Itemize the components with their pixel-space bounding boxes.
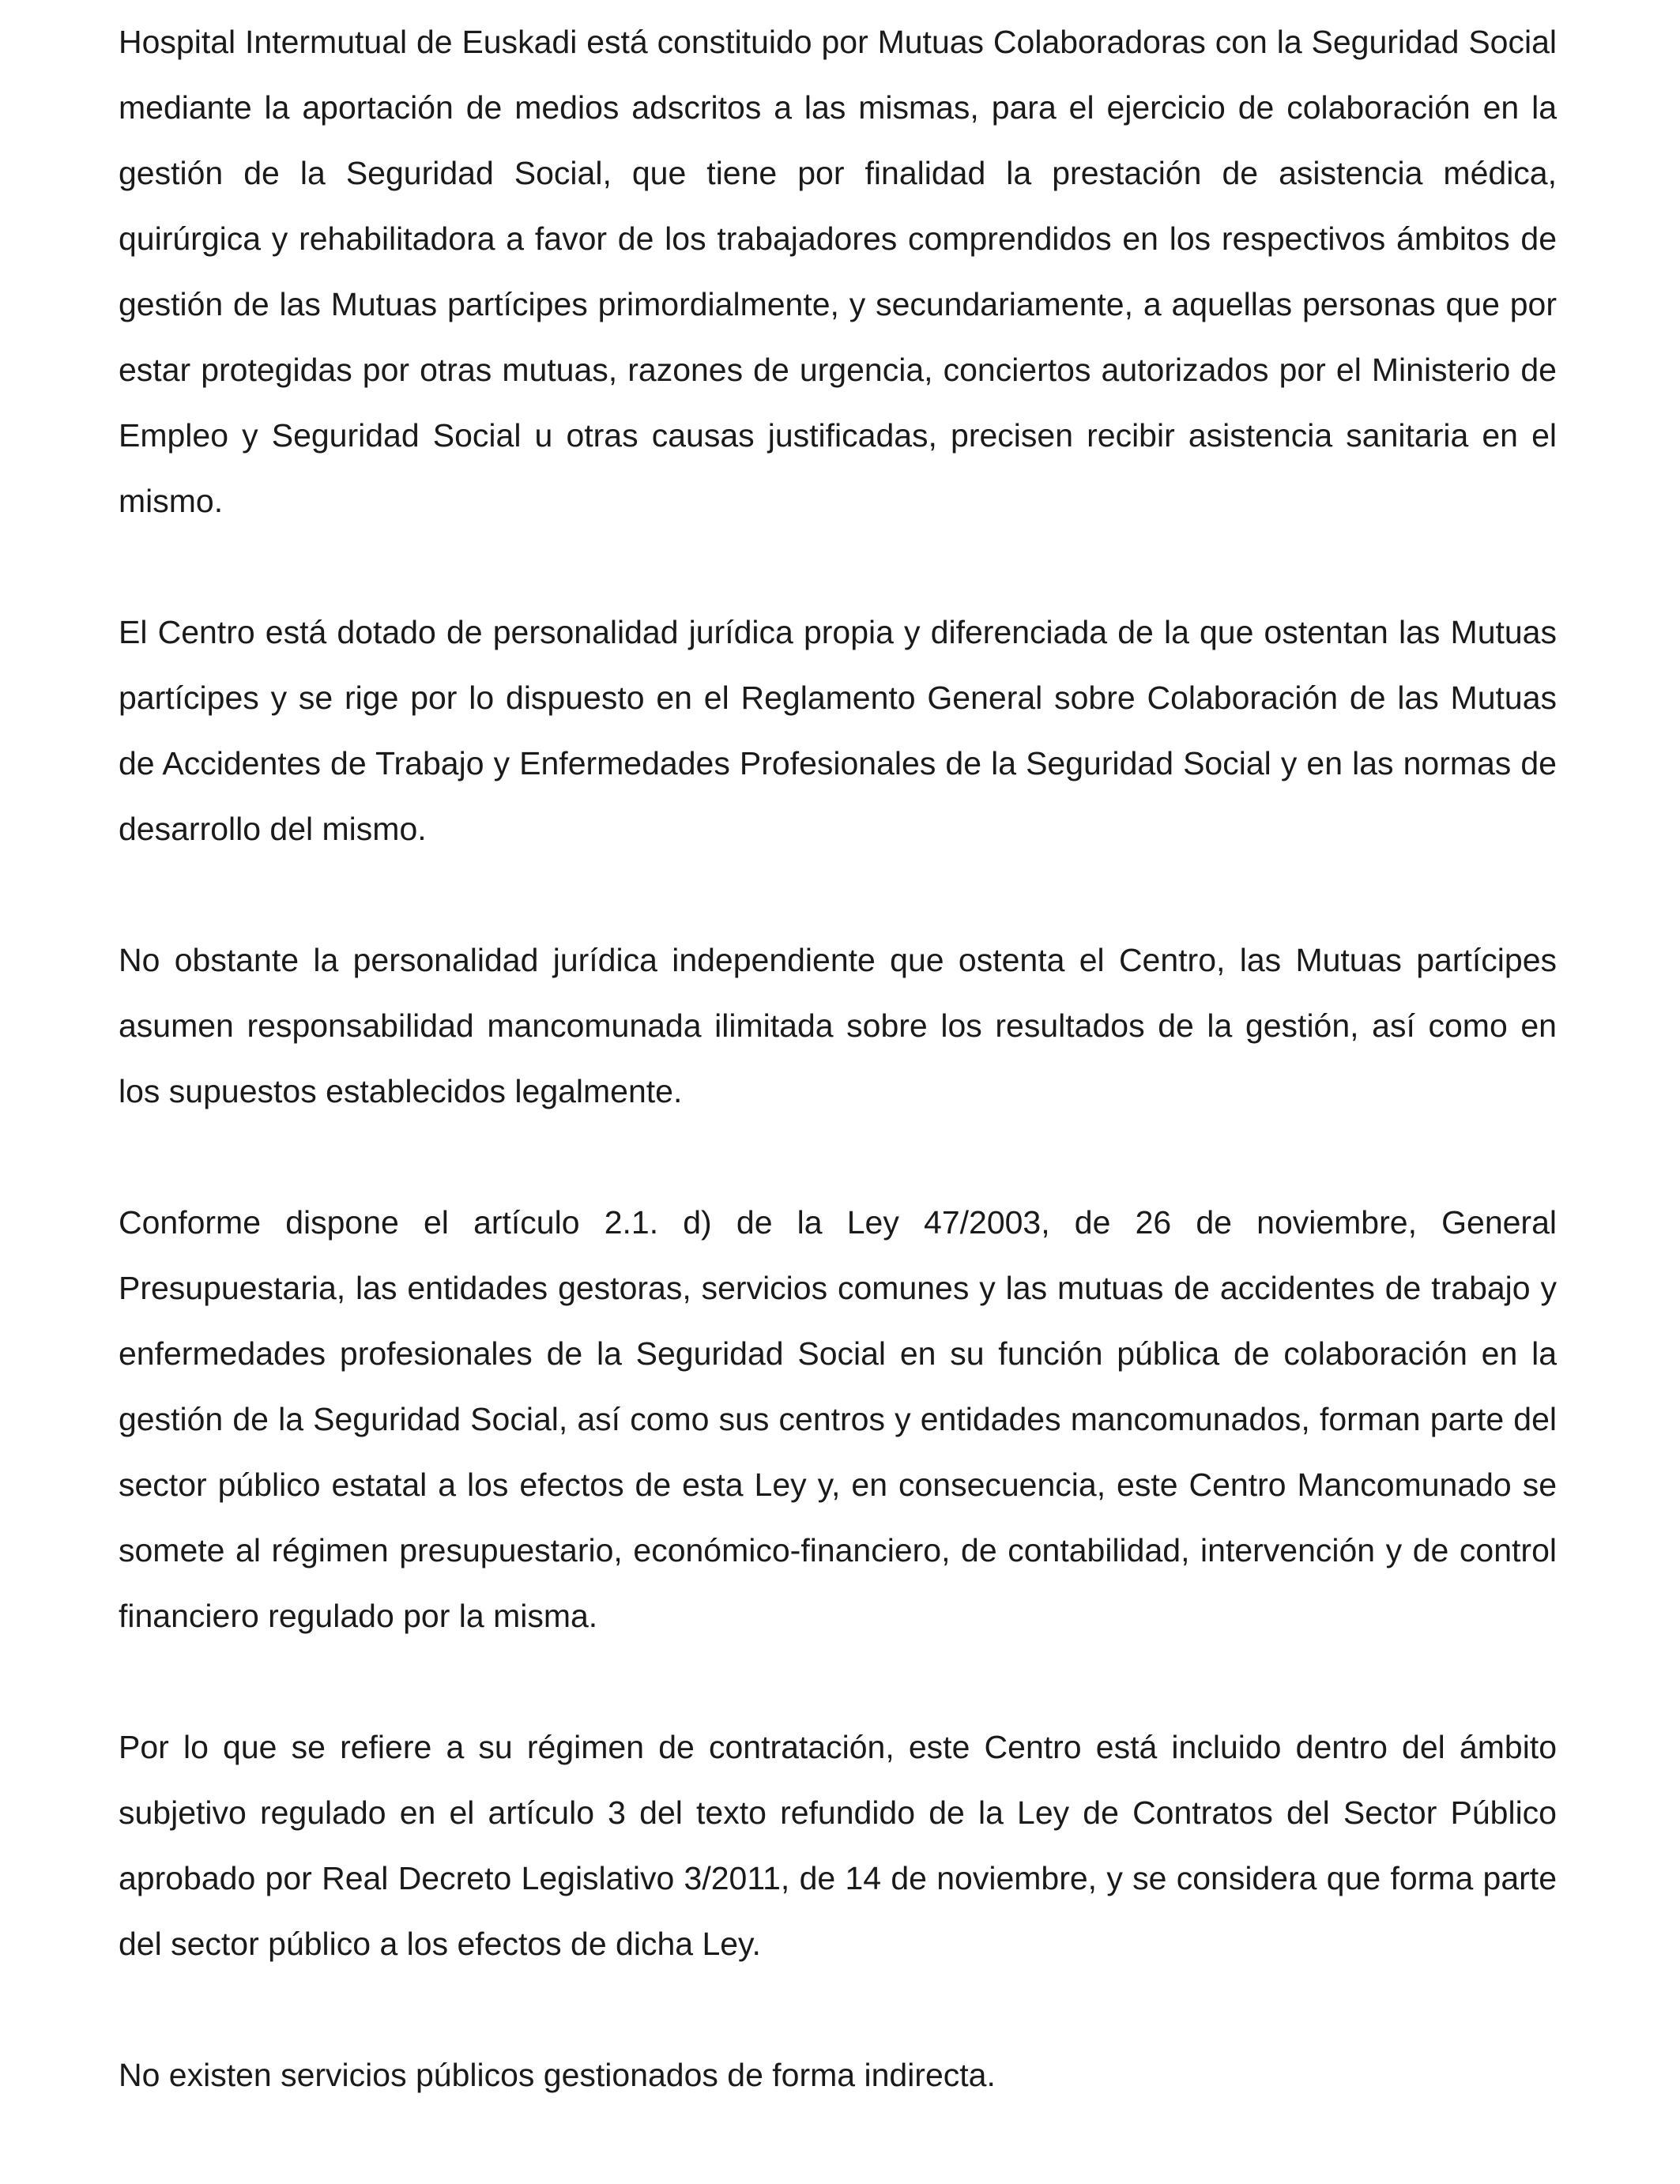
- paragraph-public-services: No existen servicios públicos gestionados de forma indirecta.: [119, 2057, 996, 2093]
- paragraph-joint-liability: No obstante la personalidad jurídica independiente que ostenta el Centro, las Mutuas partícipes asumen responsabilidad mancomunada ilimitada sobre los resultados de la gestión, así como en los supuestos establecidos legalmente.: [119, 942, 1557, 1109]
- paragraph-budget-regime: Conforme dispone el artículo 2.1. d) de la Ley 47/2003, de 26 de noviembre, General Presupuestaria, las entidades gestoras, servicios comunes y las mutuas de accidentes de trabajo y enfermedades profesionales de la Seguridad Social en su función pública de colaboración en la gestión de la Seguridad Social, así como sus centros y entidades mancomunados, forman parte del sector público estatal a los efectos de esta Ley y, en consecuencia, este Centro Mancomunado se somete al régimen presupuestario, económico-financiero, de contabilidad, intervención y de control financiero regulado por la misma.: [119, 1204, 1557, 1634]
- document-body: [119, 9, 1557, 2108]
- paragraph-constitution: Hospital Intermutual de Euskadi está constituido por Mutuas Colaboradoras con la Seguridad Social mediante la aportación de medios adscritos a las mismas, para el ejercicio de colaboración en la gestión de la Seguridad Social, que tiene por finalidad la prestación de asistencia médica, quirúrgica y rehabilitadora a favor de los trabajadores comprendidos en los respectivos ámbitos de gestión de las Mutuas partícipes primordialmente, y secundariamente, a aquellas personas que por estar protegidas por otras mutuas, razones de urgencia, conciertos autorizados por el Ministerio de Empleo y Seguridad Social u otras causas justificadas, precisen recibir asistencia sanitaria en el mismo.: [119, 24, 1557, 519]
- paragraph-contracting-regime: Por lo que se refiere a su régimen de contratación, este Centro está incluido dentro del ámbito subjetivo regulado en el artículo 3 del texto refundido de la Ley de Contratos del Sector Público aprobado por Real Decreto Legislativo 3/2011, de 14 de noviembre, y se considera que forma parte del sector público a los efectos de dicha Ley.: [119, 1729, 1557, 1962]
- paragraph-legal-personality: El Centro está dotado de personalidad jurídica propia y diferenciada de la que ostentan las Mutuas partícipes y se rige por lo dispuesto en el Reglamento General sobre Colaboración de las Mutuas de Accidentes de Trabajo y Enfermedades Profesionales de la Seguridad Social y en las normas de desarrollo del mismo.: [119, 614, 1557, 847]
